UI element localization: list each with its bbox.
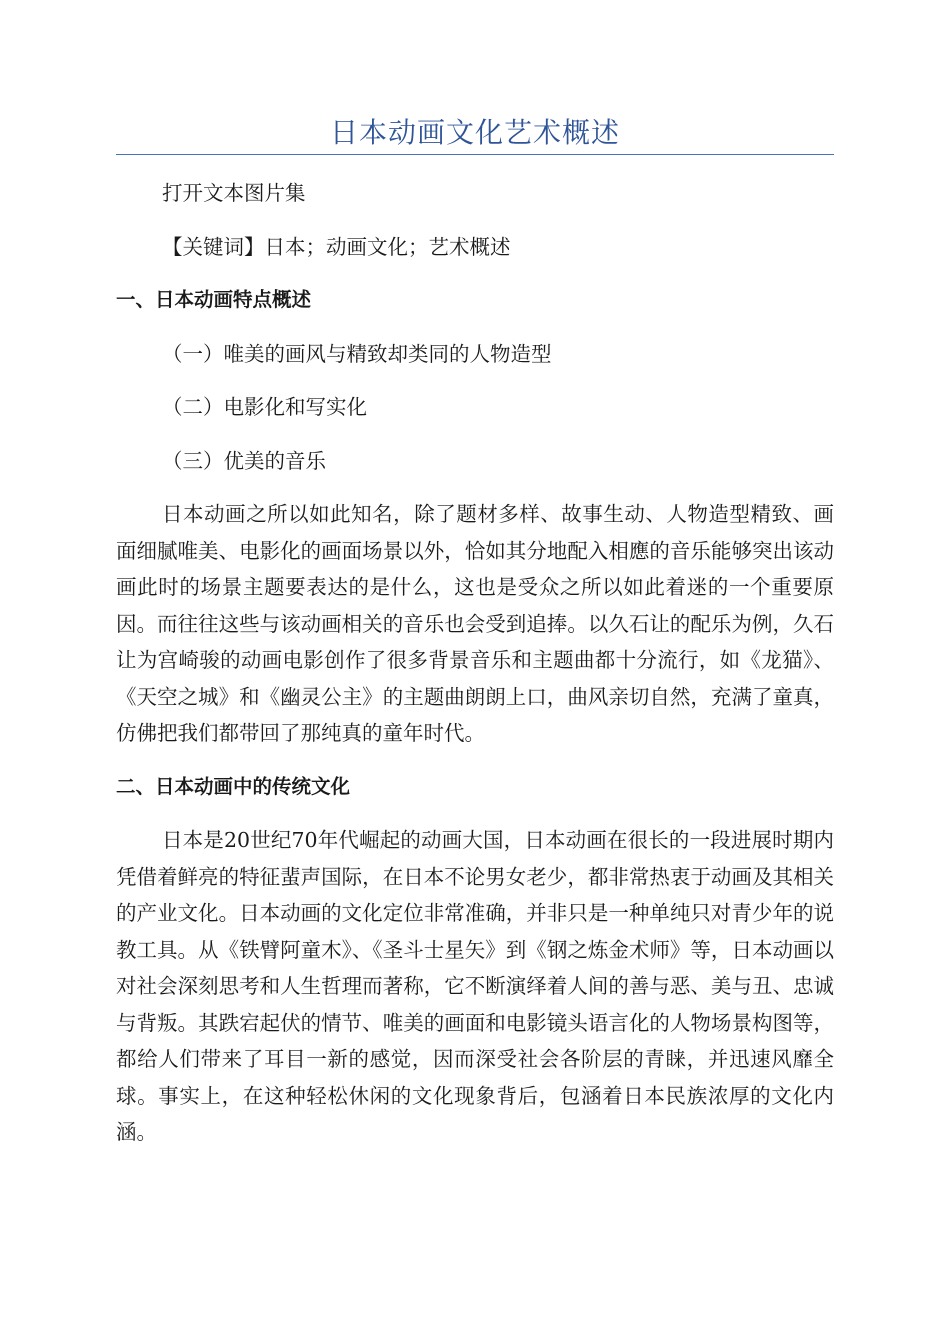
- body-paragraph-1: 日本动画之所以如此知名，除了题材多样、故事生动、人物造型精致、画面细腻唯美、电影化的画面场景以外，恰如其分地配入相應的音乐能够突出该动画此时的场景主题要表达的是什么，这也是受众之所以如此着迷的一个重要原因。而往往这些与该动画相关的音乐也会受到追捧。以久石让的配乐为例，久石让为宫崎骏的动画电影创作了很多背景音乐和主题曲都十分流行，如《龙猫》、《天空之城》和《幽灵公主》的主题曲朗朗上口，曲风亲切自然，充满了童真，仿佛把我们都带回了那纯真的童年时代。: [116, 502, 834, 745]
- subsection-heading-1: （一）唯美的画风与精致却类同的人物造型: [162, 341, 552, 366]
- intro-text: 打开文本图片集: [162, 181, 306, 205]
- keywords-line: 【关键词】日本；动画文化；艺术概述: [162, 234, 511, 259]
- subsection-heading-3: （三）优美的音乐: [162, 448, 326, 473]
- section-heading-2: 二、日本动画中的传统文化: [116, 774, 351, 798]
- section-heading-1: 一、日本动画特点概述: [116, 288, 312, 311]
- document-title: 日本动画文化艺术概述: [329, 116, 620, 149]
- document-page: [116, 0, 834, 1151]
- body-paragraph-2: 日本是20世纪70年代崛起的动画大国，日本动画在很长的一段进展时期内凭借着鲜亮的特征蜚声国际，在日本不论男女老少，都非常热衷于动画及其相关的产业文化。日本动画的文化定位非常准确，并非只是一种单纯只对青少年的说教工具。从《铁臂阿童木》、《圣斗士星矢》到《钢之炼金术师》等，日本动画以对社会深刻思考和人生哲理而著称，它不断演绎着人间的善与恶、美与丑、忠诚与背叛。其跌宕起伏的情节、唯美的画面和电影镜头语言化的人物场景构图等，都给人们带来了耳目一新的感觉，因而深受社会各阶层的青睐，并迅速风靡全球。事实上，在这种轻松休闲的文化现象背后，包涵着日本民族浓厚的文化内涵。: [116, 828, 834, 1144]
- subsection-heading-2: （二）电影化和写实化: [162, 395, 367, 419]
- title-underline: [116, 154, 834, 155]
